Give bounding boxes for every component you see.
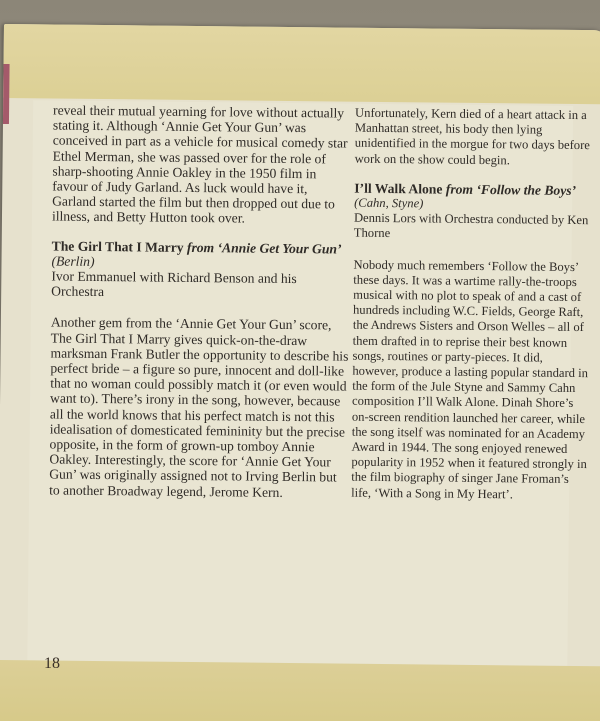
song-performer: Dennis Lors with Orchestra conducted by Ken Thorne — [353, 210, 589, 241]
left-description-paragraph: Another gem from the ‘Annie Get Your Gun’ score, The Girl That I Marry gives quick-on-the-draw marksman Frank Butler the opportunity to describe his perfect bride – a figure so pure, innocent and doll-like that no woman could possibly match it (or even would want to). There’s irony in the song, however, because all the world knows that his perfect match is not this idealisation of domesticated femininity but the precise opposite, in the form of grown-up tomboy Annie Oakley. Interestingly, the score for ‘Annie Get Your Gun’ was originally assigned not to Irving Berlin but to another Broadway legend, Jerome Kern. — [49, 314, 349, 500]
text-area — [27, 100, 590, 666]
song-performer: Ivor Emmanuel with Richard Benson and his Orchestra — [51, 268, 297, 300]
song-title-text: I’ll Walk Alone — [354, 180, 443, 197]
top-color-band — [3, 24, 600, 104]
song-source: from ‘Follow the Boys’ — [445, 181, 577, 198]
page-number: 18 — [44, 655, 60, 672]
right-description-paragraph: Nobody much remembers ‘Follow the Boys’ these days. It was a wartime rally-the-troops musical with no plot to speak of and a cast of hundreds including W.C. Fields, George Raft, the Andrews Sisters and Orson Welles – all of them drafted in to reprise their best known songs, routines or party-pieces. It did, however, produce a lasting popular standard in the form of the Jule Styne and Sammy Cahn composition I’ll Walk Alone. Dinah Shore’s on-screen rendition launched her career, while the song itself was nominated for an Academy Award in 1944. The song enjoyed renewed popularity in 1952 when it featured strongly in the film biography of singer Jane Froman’s life, ‘With a Song in My Heart’. — [351, 257, 589, 502]
left-intro-paragraph: reveal their mutual yearning for love without actually stating it. Although ‘Annie Get Your Gun’ was conceived in part as a vehicle for musical comedy star Ethel Merman, she was passed over for the role of sharp-shooting Annie Oakley in the 1950 film in favour of Judy Garland. As luck would have it, Garland started the film but then dropped out due to illness, and Betty Hutton took over. — [51, 102, 348, 226]
song-composer: (Berlin) — [51, 253, 95, 269]
song-composer: (Cahn, Styne) — [354, 195, 424, 211]
booklet-page — [0, 24, 600, 721]
song-title-text: The Girl That I Marry — [51, 238, 184, 255]
right-intro-paragraph: Unfortunately, Kern died of a heart attack in a Manhattan street, his body then lying unidentified in the morgue for two days before work on the show could begin. — [354, 105, 590, 167]
song-title-girl-that-i-marry — [52, 238, 350, 256]
left-column — [49, 103, 351, 515]
right-column — [351, 106, 591, 517]
spine-mark — [3, 64, 10, 124]
bottom-color-band — [0, 660, 600, 721]
song-source: from ‘Annie Get Your Gun’ — [186, 239, 342, 257]
